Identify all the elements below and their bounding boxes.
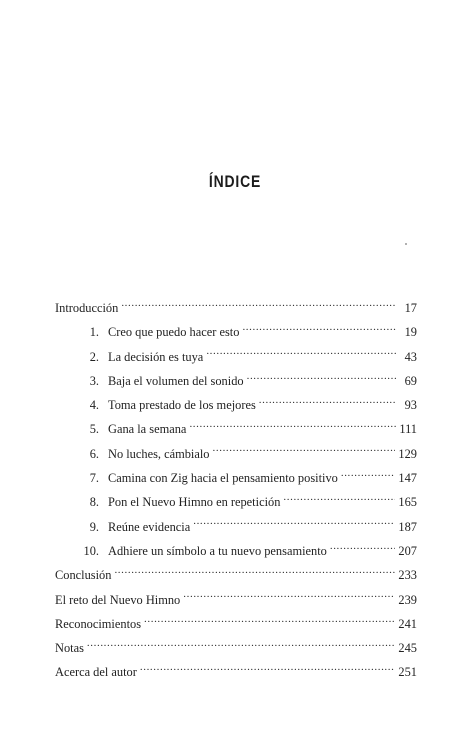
toc-entry-label: Camina con Zig hacia el pensamiento positivo [108, 471, 338, 486]
toc-entry-chapter-3 [55, 369, 417, 393]
toc-entry-label: Reconocimientos [55, 616, 142, 631]
toc-entry-page: 19 [404, 325, 417, 340]
toc-entry-page: 93 [404, 398, 417, 413]
toc-entry-chapter-4 [55, 393, 417, 417]
dot-leader [206, 349, 396, 361]
toc-entry-page: 245 [398, 641, 417, 656]
toc-entry-label: Notas [55, 641, 84, 656]
toc-entry-reto [55, 588, 417, 612]
dot-leader [341, 470, 396, 482]
dot-leader [121, 300, 396, 312]
dot-leader [193, 519, 395, 531]
chapter-number: 9. [89, 519, 99, 534]
toc-entry-notas [55, 636, 417, 660]
toc-entry-page: 17 [404, 301, 417, 315]
dot-leader [242, 324, 396, 336]
toc-entry-page: 129 [398, 446, 417, 461]
toc-entry-acerca-del-autor [55, 660, 417, 684]
page-title: ÍNDICE [208, 172, 262, 191]
toc-entry-page: 241 [398, 616, 417, 631]
toc-entry-label: Gana la semana [108, 422, 187, 437]
dot-leader [114, 567, 395, 579]
toc-entry-page: 147 [398, 471, 417, 486]
chapter-number: 1. [89, 325, 99, 340]
toc-entry-reconocimientos [55, 612, 417, 636]
table-of-contents [55, 296, 417, 685]
toc-entry-page: 111 [399, 422, 417, 437]
dot-leader [140, 664, 396, 676]
toc-entry-page: 69 [404, 373, 417, 388]
dot-leader [183, 592, 395, 604]
chapter-number: 10. [83, 543, 99, 558]
toc-entry-page: 233 [398, 568, 417, 583]
toc-entry-page: 43 [404, 349, 417, 364]
dot-leader [283, 494, 395, 506]
toc-entry-label: Creo que puedo hacer esto [108, 325, 240, 340]
toc-entry-chapter-1 [55, 320, 417, 344]
toc-entry-chapter-8 [55, 490, 417, 514]
toc-entry-introduccion [55, 296, 417, 320]
toc-entry-chapter-7 [55, 466, 417, 490]
dot-leader [330, 543, 396, 555]
toc-entry-page: 239 [398, 592, 417, 607]
toc-entry-label: La decisión es tuya [108, 349, 204, 364]
chapter-number: 8. [89, 495, 99, 510]
chapter-number: 7. [89, 471, 99, 486]
toc-entry-label: Introducción [55, 301, 119, 315]
chapter-number: 3. [89, 373, 99, 388]
toc-entry-label: Baja el volumen del sonido [108, 373, 244, 388]
toc-entry-label: No luches, cámbialo [108, 446, 210, 461]
toc-entry-chapter-9 [55, 515, 417, 539]
toc-entry-label: Toma prestado de los mejores [108, 398, 256, 413]
toc-entry-chapter-5 [55, 417, 417, 441]
toc-entry-label: El reto del Nuevo Himno [55, 592, 181, 607]
print-speck [405, 243, 407, 245]
dot-leader [247, 373, 396, 385]
chapter-number: 2. [89, 349, 99, 364]
toc-entry-chapter-2 [55, 345, 417, 369]
toc-entry-label: Adhiere un símbolo a tu nuevo pensamiento [108, 543, 327, 558]
toc-entry-label: Pon el Nuevo Himno en repetición [108, 495, 281, 510]
toc-entry-page: 187 [398, 519, 417, 534]
toc-entry-label: Conclusión [55, 568, 112, 583]
dot-leader [213, 446, 396, 458]
chapter-number: 6. [89, 446, 99, 461]
toc-entry-page: 207 [398, 543, 417, 558]
toc-entry-page: 251 [398, 665, 417, 680]
dot-leader [144, 616, 395, 628]
toc-entry-label: Acerca del autor [55, 665, 137, 680]
dot-leader [189, 421, 396, 433]
toc-entry-conclusion [55, 563, 417, 587]
toc-entry-chapter-10 [55, 539, 417, 563]
toc-entry-chapter-6 [55, 442, 417, 466]
dot-leader [87, 640, 395, 652]
toc-entry-label: Reúne evidencia [108, 519, 191, 534]
chapter-number: 4. [89, 398, 99, 413]
dot-leader [259, 397, 396, 409]
toc-entry-page: 165 [398, 495, 417, 510]
chapter-number: 5. [89, 422, 99, 437]
